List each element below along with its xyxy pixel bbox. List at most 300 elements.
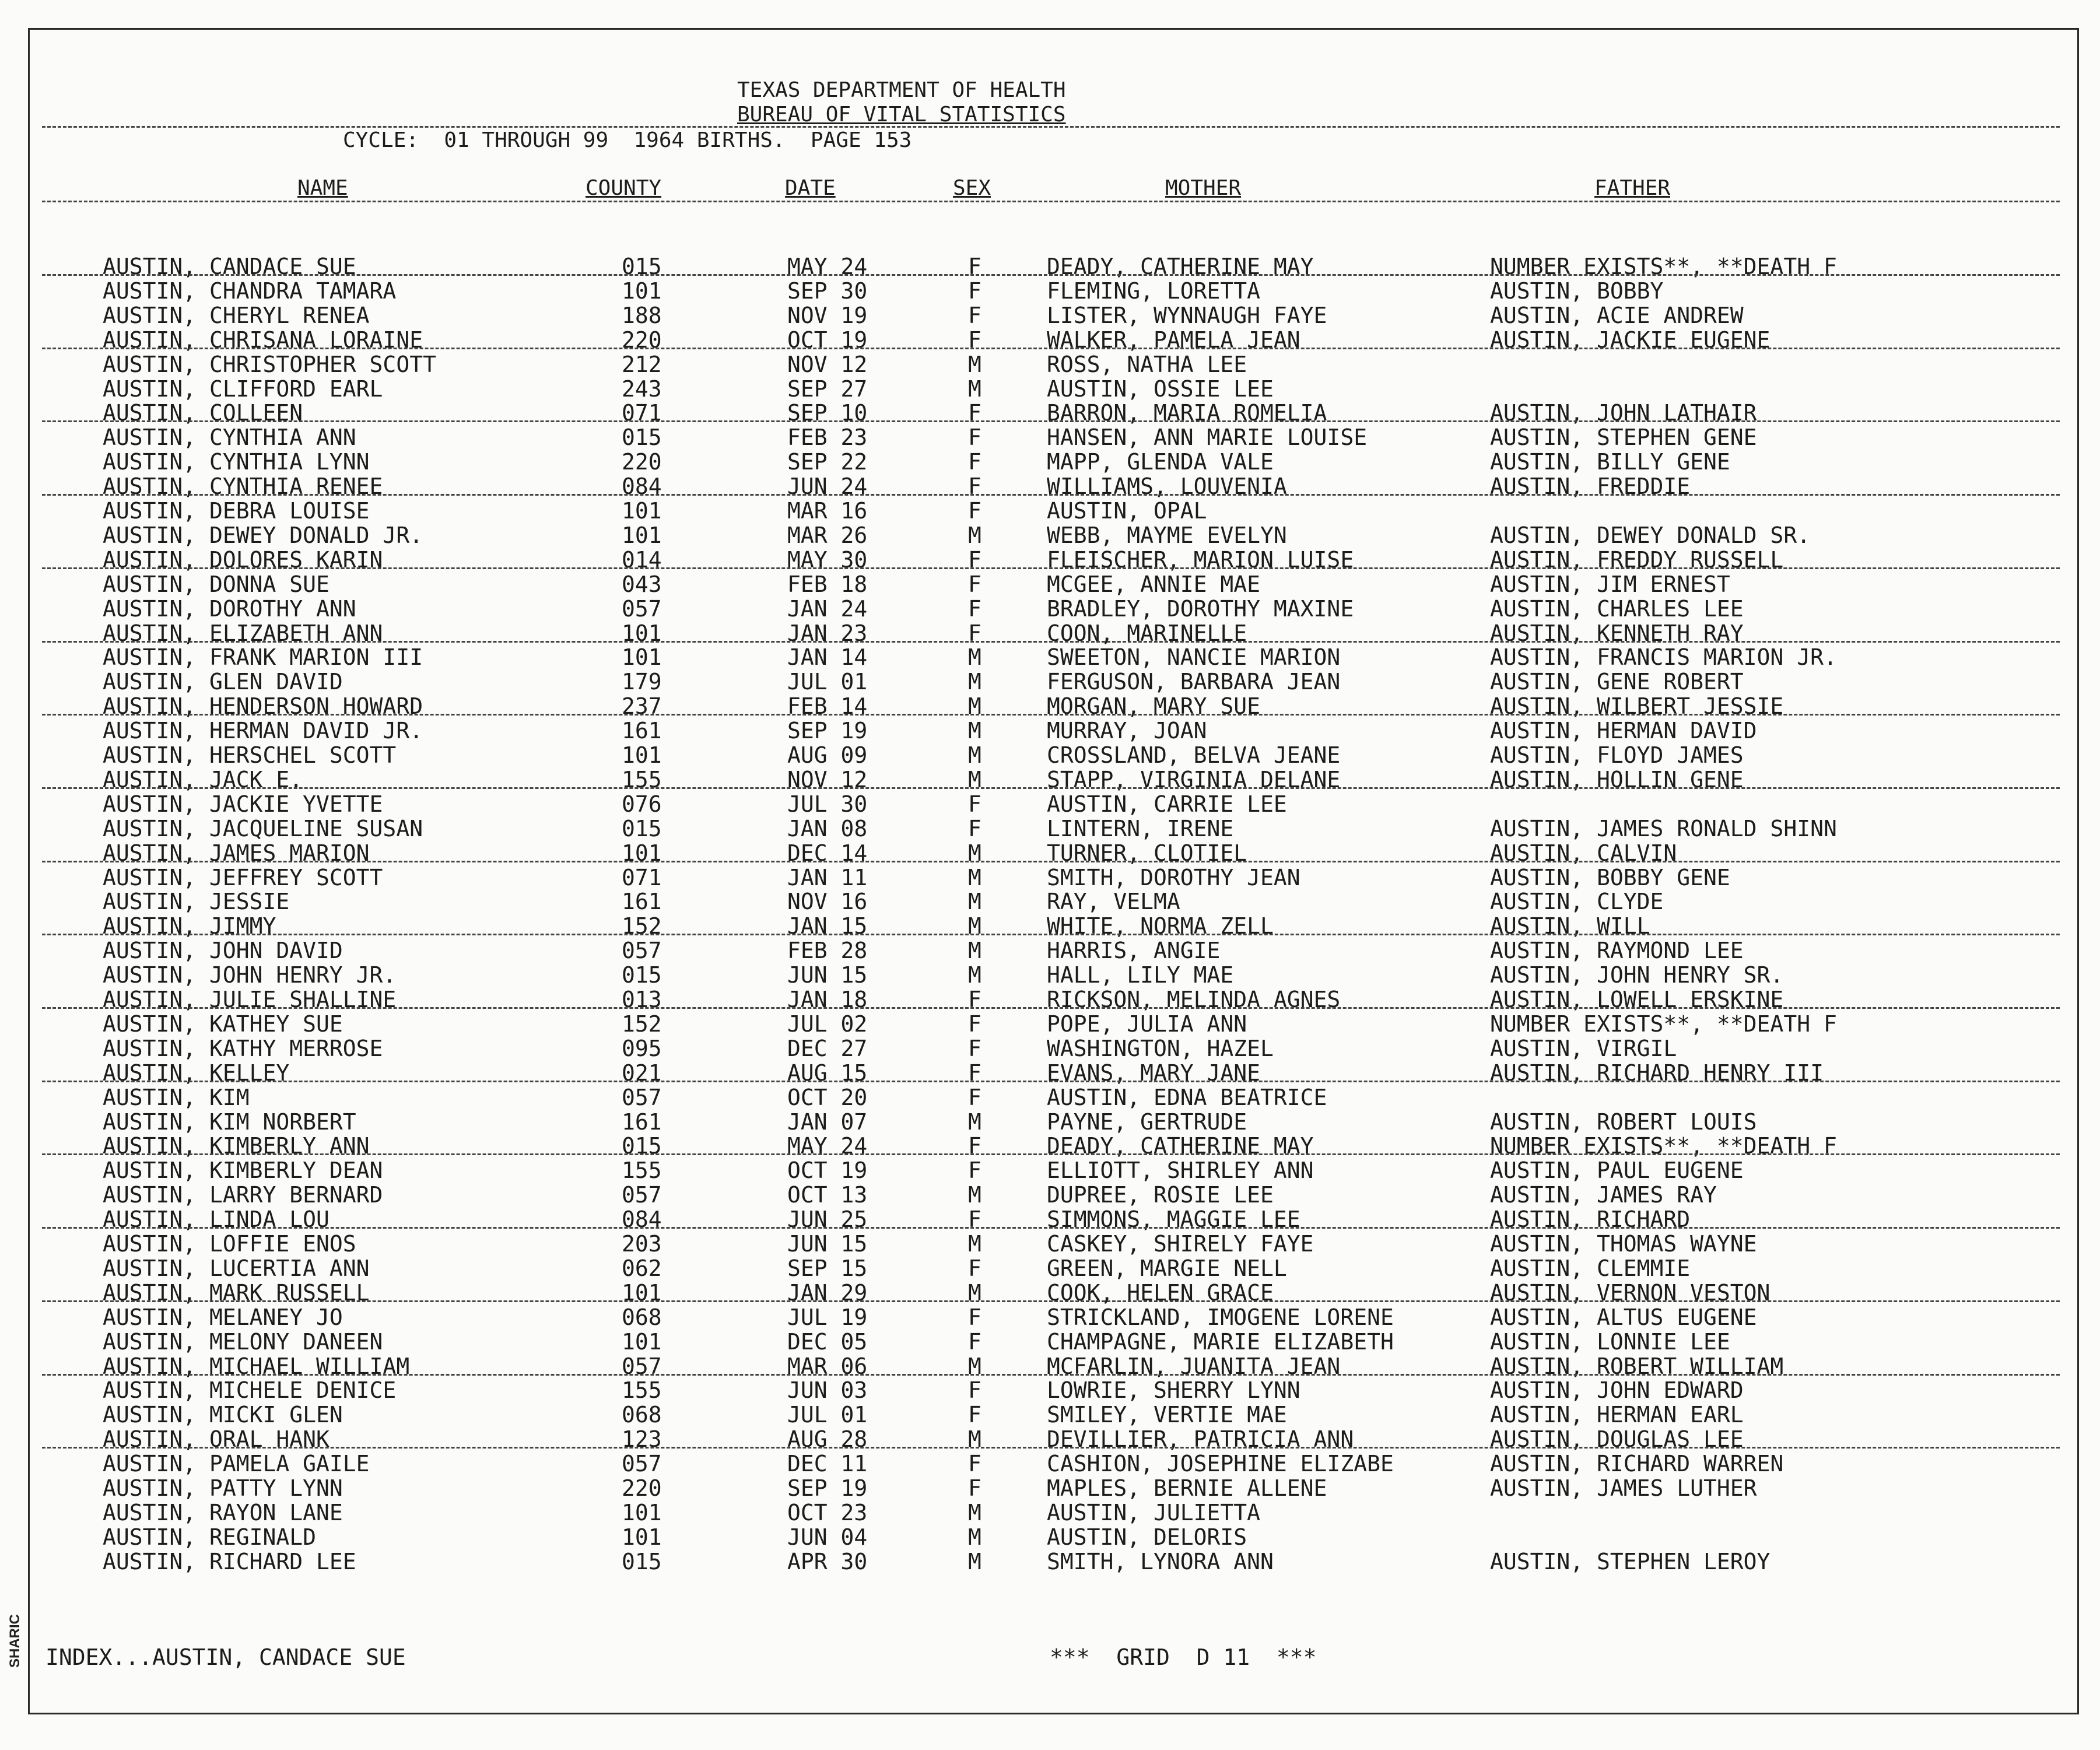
sex-cell: F: [968, 1060, 981, 1086]
county-cell: 101: [622, 644, 662, 670]
name-cell: AUSTIN, KIMBERLY DEAN: [103, 1158, 383, 1183]
date-cell: MAR 16: [787, 498, 868, 524]
name-cell: AUSTIN, HERSCHEL SCOTT: [103, 742, 397, 768]
date-cell: JUL 01: [787, 1402, 868, 1428]
mother-cell: CHAMPAGNE, MARIE ELIZABETH: [1047, 1329, 1394, 1355]
mother-cell: MURRAY, JOAN: [1047, 718, 1207, 744]
father-cell: AUSTIN, BILLY GENE: [1490, 449, 1730, 475]
sex-cell: F: [968, 400, 981, 426]
name-cell: AUSTIN, ORAL HANK: [103, 1426, 329, 1452]
father-cell: AUSTIN, THOMAS WAYNE: [1490, 1231, 1757, 1257]
mother-cell: STRICKLAND, IMOGENE LORENE: [1047, 1304, 1394, 1330]
sex-cell: F: [968, 987, 981, 1012]
table-row: [0, 597, 2100, 621]
sex-cell: M: [968, 889, 981, 914]
mother-cell: SMILEY, VERTIE MAE: [1047, 1402, 1287, 1428]
sex-cell: F: [968, 791, 981, 817]
table-row: [0, 718, 2100, 743]
name-cell: AUSTIN, MARK RUSSELL: [103, 1280, 370, 1306]
county-cell: 188: [622, 303, 662, 328]
name-cell: AUSTIN, PAMELA GAILE: [103, 1451, 370, 1477]
date-cell: OCT 19: [787, 327, 868, 353]
father-cell: AUSTIN, RICHARD WARREN: [1490, 1451, 1784, 1477]
date-cell: AUG 15: [787, 1060, 868, 1086]
sex-cell: M: [968, 840, 981, 866]
table-row: [0, 1012, 2100, 1036]
county-cell: 014: [622, 547, 662, 573]
table-row: [0, 889, 2100, 914]
mother-cell: PAYNE, GERTRUDE: [1047, 1109, 1247, 1135]
date-cell: JUN 04: [787, 1524, 868, 1550]
row-group-rule: [42, 787, 2060, 789]
name-cell: AUSTIN, JAMES MARION: [103, 840, 370, 866]
table-row: [0, 963, 2100, 987]
mother-cell: CASKEY, SHIRELY FAYE: [1047, 1231, 1314, 1257]
mother-cell: RICKSON, MELINDA AGNES: [1047, 987, 1341, 1012]
father-cell: NUMBER EXISTS**, **DEATH F: [1490, 254, 1837, 279]
row-group-rule: [42, 1374, 2060, 1376]
father-cell: AUSTIN, HERMAN EARL: [1490, 1402, 1744, 1428]
date-cell: AUG 09: [787, 742, 868, 768]
row-group-rule: [42, 1153, 2060, 1155]
name-cell: AUSTIN, DOLORES KARIN: [103, 547, 383, 573]
father-cell: AUSTIN, STEPHEN LEROY: [1490, 1549, 1771, 1574]
sex-cell: F: [968, 620, 981, 646]
name-cell: AUSTIN, CYNTHIA LYNN: [103, 449, 370, 475]
row-group-rule: [42, 1227, 2060, 1229]
name-cell: AUSTIN, JACKIE YVETTE: [103, 791, 383, 817]
name-cell: AUSTIN, JESSIE: [103, 889, 290, 914]
county-cell: 076: [622, 791, 662, 817]
county-cell: 101: [622, 840, 662, 866]
mother-cell: DEVILLIER, PATRICIA ANN: [1047, 1426, 1354, 1452]
date-cell: DEC 14: [787, 840, 868, 866]
father-cell: AUSTIN, DOUGLAS LEE: [1490, 1426, 1744, 1452]
date-cell: SEP 15: [787, 1255, 868, 1281]
date-cell: NOV 12: [787, 352, 868, 377]
county-cell: 095: [622, 1036, 662, 1061]
father-cell: AUSTIN, FLOYD JAMES: [1490, 742, 1744, 768]
row-group-rule: [42, 494, 2060, 496]
row-group-rule: [42, 714, 2060, 716]
name-cell: AUSTIN, JACQUELINE SUSAN: [103, 816, 423, 841]
table-row: [0, 1500, 2100, 1525]
sex-cell: F: [968, 498, 981, 524]
date-cell: OCT 23: [787, 1500, 868, 1525]
date-cell: SEP 19: [787, 718, 868, 744]
mother-cell: GREEN, MARGIE NELL: [1047, 1255, 1287, 1281]
date-cell: JUN 15: [787, 962, 868, 988]
mother-cell: SWEETON, NANCIE MARION: [1047, 644, 1341, 670]
index-line: INDEX...AUSTIN, CANDACE SUE: [45, 1644, 406, 1670]
mother-cell: HANSEN, ANN MARIE LOUISE: [1047, 425, 1368, 450]
date-cell: DEC 11: [787, 1451, 868, 1477]
name-cell: AUSTIN, JIMMY: [103, 913, 276, 939]
bureau-title: BUREAU OF VITAL STATISTICS: [737, 103, 1066, 127]
father-cell: AUSTIN, LOWELL ERSKINE: [1490, 987, 1784, 1012]
name-cell: AUSTIN, MELONY DANEEN: [103, 1329, 383, 1355]
county-cell: 152: [622, 1011, 662, 1037]
mother-cell: ROSS, NATHA LEE: [1047, 352, 1247, 377]
date-cell: OCT 19: [787, 1158, 868, 1183]
name-cell: AUSTIN, CYNTHIA RENEE: [103, 474, 383, 499]
date-cell: SEP 19: [787, 1475, 868, 1501]
date-cell: JAN 15: [787, 913, 868, 939]
mother-cell: ELLIOTT, SHIRLEY ANN: [1047, 1158, 1314, 1183]
name-cell: AUSTIN, KIMBERLY ANN: [103, 1133, 370, 1159]
date-cell: JUN 15: [787, 1231, 868, 1257]
father-cell: AUSTIN, JOHN EDWARD: [1490, 1377, 1744, 1403]
county-cell: 057: [622, 1182, 662, 1208]
sex-cell: M: [968, 962, 981, 988]
county-cell: 161: [622, 889, 662, 914]
name-cell: AUSTIN, MICHELE DENICE: [103, 1377, 397, 1403]
father-cell: AUSTIN, LONNIE LEE: [1490, 1329, 1730, 1355]
sex-cell: M: [968, 718, 981, 744]
name-cell: AUSTIN, KELLEY: [103, 1060, 290, 1086]
mother-cell: MORGAN, MARY SUE: [1047, 693, 1261, 719]
father-cell: AUSTIN, CLEMMIE: [1490, 1255, 1691, 1281]
county-cell: 071: [622, 400, 662, 426]
date-cell: JUN 25: [787, 1207, 868, 1232]
mother-cell: STAPP, VIRGINIA DELANE: [1047, 767, 1341, 792]
cycle-line: CYCLE: 01 THROUGH 99 1964 BIRTHS. PAGE 153: [343, 128, 912, 152]
table-row: [0, 1256, 2100, 1281]
county-cell: 015: [622, 816, 662, 841]
county-cell: 071: [622, 865, 662, 890]
name-cell: AUSTIN, RICHARD LEE: [103, 1549, 356, 1574]
father-cell: AUSTIN, FREDDIE: [1490, 474, 1691, 499]
county-cell: 152: [622, 913, 662, 939]
name-cell: AUSTIN, HENDERSON HOWARD: [103, 693, 423, 719]
name-cell: AUSTIN, CHRISANA LORAINE: [103, 327, 423, 353]
table-row: [0, 938, 2100, 963]
row-group-rule: [42, 934, 2060, 935]
father-cell: AUSTIN, GENE ROBERT: [1490, 669, 1744, 695]
county-cell: 161: [622, 718, 662, 744]
date-cell: APR 30: [787, 1549, 868, 1574]
mother-cell: DUPREE, ROSIE LEE: [1047, 1182, 1274, 1208]
father-cell: AUSTIN, ACIE ANDREW: [1490, 303, 1744, 328]
mother-cell: WALKER, PAMELA JEAN: [1047, 327, 1300, 353]
table-row: [0, 1402, 2100, 1427]
county-cell: 220: [622, 327, 662, 353]
side-label: SHARIC: [7, 1614, 23, 1668]
county-cell: 101: [622, 278, 662, 304]
row-group-rule: [42, 1300, 2060, 1302]
name-cell: AUSTIN, MICKI GLEN: [103, 1402, 343, 1428]
father-cell: AUSTIN, HERMAN DAVID: [1490, 718, 1757, 744]
county-cell: 057: [622, 1085, 662, 1110]
date-cell: SEP 27: [787, 376, 868, 402]
name-cell: AUSTIN, HERMAN DAVID JR.: [103, 718, 423, 744]
mother-cell: CROSSLAND, BELVA JEANE: [1047, 742, 1341, 768]
date-cell: JAN 11: [787, 865, 868, 890]
sex-cell: F: [968, 1255, 981, 1281]
sex-cell: M: [968, 742, 981, 768]
sex-cell: F: [968, 1158, 981, 1183]
name-cell: AUSTIN, CANDACE SUE: [103, 254, 356, 279]
date-cell: JAN 07: [787, 1109, 868, 1135]
mother-cell: RAY, VELMA: [1047, 889, 1180, 914]
date-cell: NOV 12: [787, 767, 868, 792]
sex-cell: F: [968, 1011, 981, 1037]
name-cell: AUSTIN, KIM: [103, 1085, 250, 1110]
father-cell: AUSTIN, RICHARD: [1490, 1207, 1691, 1232]
table-row: [0, 1451, 2100, 1476]
sex-cell: F: [968, 547, 981, 573]
father-cell: AUSTIN, CLYDE: [1490, 889, 1664, 914]
name-cell: AUSTIN, JOHN HENRY JR.: [103, 962, 397, 988]
date-cell: DEC 27: [787, 1036, 868, 1061]
sex-cell: F: [968, 1036, 981, 1061]
name-cell: AUSTIN, CHERYL RENEA: [103, 303, 370, 328]
mother-cell: BRADLEY, DOROTHY MAXINE: [1047, 596, 1354, 622]
mother-cell: TURNER, CLOTIEL: [1047, 840, 1247, 866]
name-cell: AUSTIN, REGINALD: [103, 1524, 317, 1550]
mother-cell: WILLIAMS, LOUVENIA: [1047, 474, 1287, 499]
sex-cell: M: [968, 865, 981, 890]
name-cell: AUSTIN, LINDA LOU: [103, 1207, 329, 1232]
date-cell: OCT 20: [787, 1085, 868, 1110]
sex-cell: F: [968, 1304, 981, 1330]
county-cell: 212: [622, 352, 662, 377]
row-group-rule: [42, 1007, 2060, 1009]
father-cell: AUSTIN, BOBBY GENE: [1490, 865, 1730, 890]
date-cell: JUN 24: [787, 474, 868, 499]
county-cell: 101: [622, 742, 662, 768]
table-row: [0, 816, 2100, 841]
name-cell: AUSTIN, JACK E.: [103, 767, 303, 792]
table-row: [0, 792, 2100, 816]
date-cell: OCT 13: [787, 1182, 868, 1208]
sex-cell: F: [968, 596, 981, 622]
county-cell: 203: [622, 1231, 662, 1257]
mother-cell: AUSTIN, DELORIS: [1047, 1524, 1247, 1550]
mother-cell: LINTERN, IRENE: [1047, 816, 1234, 841]
table-row: [0, 865, 2100, 890]
table-row: [0, 1525, 2100, 1549]
name-cell: AUSTIN, JOHN DAVID: [103, 938, 343, 963]
father-cell: AUSTIN, ROBERT WILLIAM: [1490, 1353, 1784, 1379]
mother-cell: COON, MARINELLE: [1047, 620, 1247, 646]
sex-cell: F: [968, 1451, 981, 1477]
name-cell: AUSTIN, PATTY LYNN: [103, 1475, 343, 1501]
mother-cell: MCGEE, ANNIE MAE: [1047, 571, 1261, 597]
sex-cell: M: [968, 1280, 981, 1306]
name-cell: AUSTIN, DONNA SUE: [103, 571, 329, 597]
mother-cell: EVANS, MARY JANE: [1047, 1060, 1261, 1086]
mother-cell: CASHION, JOSEPHINE ELIZABE: [1047, 1451, 1394, 1477]
column-header-name: NAME: [297, 176, 348, 200]
table-row: [0, 1110, 2100, 1134]
sex-cell: F: [968, 816, 981, 841]
row-group-rule: [42, 1081, 2060, 1082]
mother-cell: FLEMING, LORETTA: [1047, 278, 1261, 304]
father-cell: AUSTIN, FRANCIS MARION JR.: [1490, 644, 1837, 670]
father-cell: AUSTIN, VERNON VESTON: [1490, 1280, 1771, 1306]
date-cell: SEP 22: [787, 449, 868, 475]
name-cell: AUSTIN, CHRISTOPHER SCOTT: [103, 352, 436, 377]
sex-cell: M: [968, 913, 981, 939]
name-cell: AUSTIN, LOFFIE ENOS: [103, 1231, 356, 1257]
county-cell: 013: [622, 987, 662, 1012]
mother-cell: MAPP, GLENDA VALE: [1047, 449, 1274, 475]
county-cell: 101: [622, 1280, 662, 1306]
mother-cell: FERGUSON, BARBARA JEAN: [1047, 669, 1341, 695]
mother-cell: SIMMONS, MAGGIE LEE: [1047, 1207, 1300, 1232]
mother-cell: AUSTIN, JULIETTA: [1047, 1500, 1261, 1525]
sex-cell: F: [968, 1377, 981, 1403]
sex-cell: F: [968, 1085, 981, 1110]
county-cell: 057: [622, 596, 662, 622]
table-row: [0, 499, 2100, 523]
table-row: [0, 1378, 2100, 1402]
mother-cell: WHITE, NORMA ZELL: [1047, 913, 1274, 939]
county-cell: 220: [622, 1475, 662, 1501]
table-row: [0, 1036, 2100, 1061]
mother-cell: BARRON, MARIA ROMELIA: [1047, 400, 1327, 426]
father-cell: AUSTIN, BOBBY: [1490, 278, 1664, 304]
mother-cell: SMITH, DOROTHY JEAN: [1047, 865, 1300, 890]
mother-cell: DEADY, CATHERINE MAY: [1047, 254, 1314, 279]
name-cell: AUSTIN, RAYON LANE: [103, 1500, 343, 1525]
sex-cell: M: [968, 767, 981, 792]
county-cell: 015: [622, 962, 662, 988]
mother-cell: DEADY, CATHERINE MAY: [1047, 1133, 1314, 1159]
county-cell: 155: [622, 1158, 662, 1183]
grid-reference: *** GRID D 11 ***: [1050, 1644, 1317, 1670]
column-header-date: DATE: [785, 176, 836, 200]
name-cell: AUSTIN, LARRY BERNARD: [103, 1182, 383, 1208]
date-cell: SEP 30: [787, 278, 868, 304]
name-cell: AUSTIN, LUCERTIA ANN: [103, 1255, 370, 1281]
sex-cell: F: [968, 425, 981, 450]
header-rule: [42, 126, 2060, 128]
date-cell: JAN 29: [787, 1280, 868, 1306]
mother-cell: MCFARLIN, JUANITA JEAN: [1047, 1353, 1341, 1379]
sex-cell: M: [968, 1549, 981, 1574]
county-cell: 084: [622, 474, 662, 499]
date-cell: JUL 02: [787, 1011, 868, 1037]
row-group-rule: [42, 420, 2060, 422]
father-cell: AUSTIN, STEPHEN GENE: [1490, 425, 1757, 450]
table-row: [0, 1158, 2100, 1183]
mother-cell: HALL, LILY MAE: [1047, 962, 1234, 988]
date-cell: JUL 19: [787, 1304, 868, 1330]
father-cell: AUSTIN, VIRGIL: [1490, 1036, 1677, 1061]
mother-cell: FLEISCHER, MARION LUISE: [1047, 547, 1354, 573]
sex-cell: M: [968, 938, 981, 963]
father-cell: AUSTIN, ROBERT LOUIS: [1490, 1109, 1757, 1135]
date-cell: MAY 24: [787, 254, 868, 279]
county-cell: 084: [622, 1207, 662, 1232]
date-cell: FEB 14: [787, 693, 868, 719]
sex-cell: M: [968, 1231, 981, 1257]
mother-cell: SMITH, LYNORA ANN: [1047, 1549, 1274, 1574]
county-cell: 021: [622, 1060, 662, 1086]
mother-cell: COOK, HELEN GRACE: [1047, 1280, 1274, 1306]
table-row: [0, 1085, 2100, 1110]
county-cell: 161: [622, 1109, 662, 1135]
county-cell: 062: [622, 1255, 662, 1281]
sex-cell: F: [968, 1402, 981, 1428]
mother-cell: AUSTIN, OPAL: [1047, 498, 1207, 524]
mother-cell: WASHINGTON, HAZEL: [1047, 1036, 1274, 1061]
name-cell: AUSTIN, ELIZABETH ANN: [103, 620, 383, 646]
row-group-rule: [42, 641, 2060, 643]
county-cell: 155: [622, 767, 662, 792]
name-cell: AUSTIN, MELANEY JO: [103, 1304, 343, 1330]
row-group-rule: [42, 1447, 2060, 1449]
date-cell: AUG 28: [787, 1426, 868, 1452]
name-cell: AUSTIN, GLEN DAVID: [103, 669, 343, 695]
name-cell: AUSTIN, DEWEY DONALD JR.: [103, 522, 423, 548]
sex-cell: F: [968, 1207, 981, 1232]
name-cell: AUSTIN, DEBRA LOUISE: [103, 498, 370, 524]
column-header-rule: [42, 201, 2060, 202]
row-group-rule: [42, 274, 2060, 276]
father-cell: AUSTIN, JAMES RAY: [1490, 1182, 1717, 1208]
row-group-rule: [42, 567, 2060, 569]
sex-cell: M: [968, 1426, 981, 1452]
name-cell: AUSTIN, CHANDRA TAMARA: [103, 278, 397, 304]
father-cell: AUSTIN, JAMES RONALD SHINN: [1490, 816, 1837, 841]
father-cell: AUSTIN, JACKIE EUGENE: [1490, 327, 1771, 353]
table-row: [0, 1232, 2100, 1256]
date-cell: JAN 23: [787, 620, 868, 646]
county-cell: 015: [622, 1549, 662, 1574]
father-cell: NUMBER EXISTS**, **DEATH F: [1490, 1133, 1837, 1159]
county-cell: 015: [622, 1133, 662, 1159]
father-cell: AUSTIN, JOHN HENRY SR.: [1490, 962, 1784, 988]
date-cell: JAN 18: [787, 987, 868, 1012]
father-cell: AUSTIN, JIM ERNEST: [1490, 571, 1730, 597]
mother-cell: LOWRIE, SHERRY LYNN: [1047, 1377, 1300, 1403]
sex-cell: M: [968, 1524, 981, 1550]
father-cell: AUSTIN, WILBERT JESSIE: [1490, 693, 1784, 719]
county-cell: 101: [622, 522, 662, 548]
column-header-sex: SEX: [953, 176, 991, 200]
name-cell: AUSTIN, KATHY MERROSE: [103, 1036, 383, 1061]
row-group-rule: [42, 348, 2060, 349]
name-cell: AUSTIN, JULIE SHALLINE: [103, 987, 397, 1012]
date-cell: JUL 30: [787, 791, 868, 817]
name-cell: AUSTIN, CLIFFORD EARL: [103, 376, 383, 402]
date-cell: MAY 30: [787, 547, 868, 573]
father-cell: AUSTIN, FREDDY RUSSELL: [1490, 547, 1784, 573]
county-cell: 057: [622, 1451, 662, 1477]
county-cell: 068: [622, 1304, 662, 1330]
mother-cell: AUSTIN, OSSIE LEE: [1047, 376, 1274, 402]
county-cell: 123: [622, 1426, 662, 1452]
date-cell: DEC 05: [787, 1329, 868, 1355]
name-cell: AUSTIN, COLLEEN: [103, 400, 303, 426]
county-cell: 243: [622, 376, 662, 402]
table-row: [0, 377, 2100, 401]
date-cell: JUN 03: [787, 1377, 868, 1403]
table-row: [0, 1183, 2100, 1207]
sex-cell: F: [968, 449, 981, 475]
table-row: [0, 1330, 2100, 1354]
mother-cell: AUSTIN, CARRIE LEE: [1047, 791, 1287, 817]
sex-cell: M: [968, 693, 981, 719]
date-cell: JAN 08: [787, 816, 868, 841]
father-cell: AUSTIN, ALTUS EUGENE: [1490, 1304, 1757, 1330]
table-row: [0, 352, 2100, 377]
table-row: [0, 572, 2100, 597]
county-cell: 101: [622, 620, 662, 646]
